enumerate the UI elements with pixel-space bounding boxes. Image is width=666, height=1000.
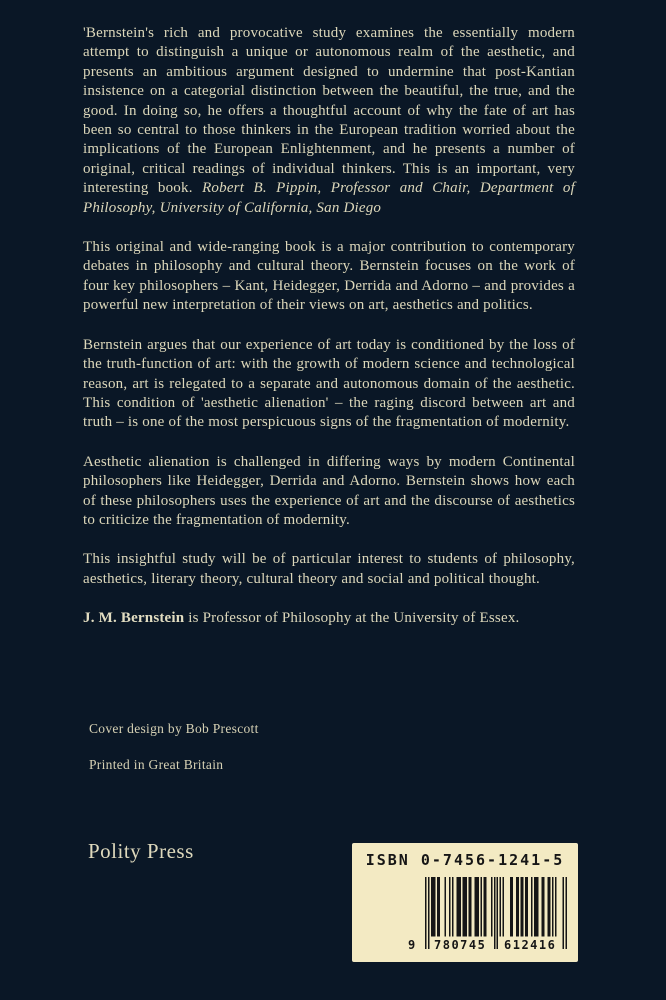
blurb-paragraph-1: This original and wide-ranging book is a major contribution to contemporary debates in philosophy and cultural theory. Bernstein focuses on the work of four key philosophers – Kant, Heidegger, Derrida and Adorno – and provides a powerful new interpretation of their views on art, aesthetics and politics. — [83, 239, 575, 314]
review-attribution: Robert B. Pippin, Professor and Chair, Department of Philosophy, University of California, San Diego — [83, 180, 575, 216]
publisher-name: Polity Press — [88, 839, 194, 863]
blurb-paragraph-2: Bernstein argues that our experience of art today is conditioned by the loss of the truth-function of art: with the growth of modern science and technological reason, art is relegated to a separate and autonomous domain of the aesthetic. This condition of 'aesthetic alienation' – the raging discord between art and truth – is one of the most perspicuous signs of the fragmentation of modernity. — [83, 336, 575, 431]
review-quote-text: 'Bernstein's rich and provocative study examines the essentially modern attempt to distinguish a unique or autonomous realm of the aesthetic, and presents an ambitious argument designed to undermine that post-Kantian insistence on a categorial distinction between the beautiful, the true, and the good. In doing so, he offers a thoughtful account of why the fate of art has been so central to those thinkers in the European tradition worried about the implications of the European Enlightenment, and he presents a number of original, critical readings of individual thinkers. This is an important, very interesting book. — [83, 25, 575, 197]
review-quote — [83, 24, 575, 218]
ean-digit-first: 9 — [408, 938, 416, 952]
author-line — [83, 609, 575, 628]
ean-group-left: 780745 — [434, 938, 487, 952]
author-description: is Professor of Philosophy at the University of Essex. — [184, 610, 520, 627]
isbn-panel — [352, 843, 578, 962]
cover-design-credit: Cover design by Bob Prescott — [89, 721, 259, 736]
printed-credit: Printed in Great Britain — [89, 757, 224, 772]
isbn-number: ISBN 0-7456-1241-5 — [365, 851, 565, 869]
credits-block — [89, 721, 259, 793]
blurb-paragraph-3: Aesthetic alienation is challenged in differing ways by modern Continental philosophers like Heidegger, Derrida and Adorno. Bernstein shows how each of these philosophers uses the experience of art and the discourse of aesthetics to criticize the fragmentation of modernity. — [83, 453, 575, 528]
ean-group-right: 612416 — [504, 938, 557, 952]
blurb-block — [83, 24, 575, 649]
blurb-paragraph-4: This insightful study will be of particular interest to students of philosophy, aesthetics, literary theory, cultural theory and social and political thought. — [83, 551, 575, 587]
author-name: J. M. Bernstein — [83, 610, 185, 627]
